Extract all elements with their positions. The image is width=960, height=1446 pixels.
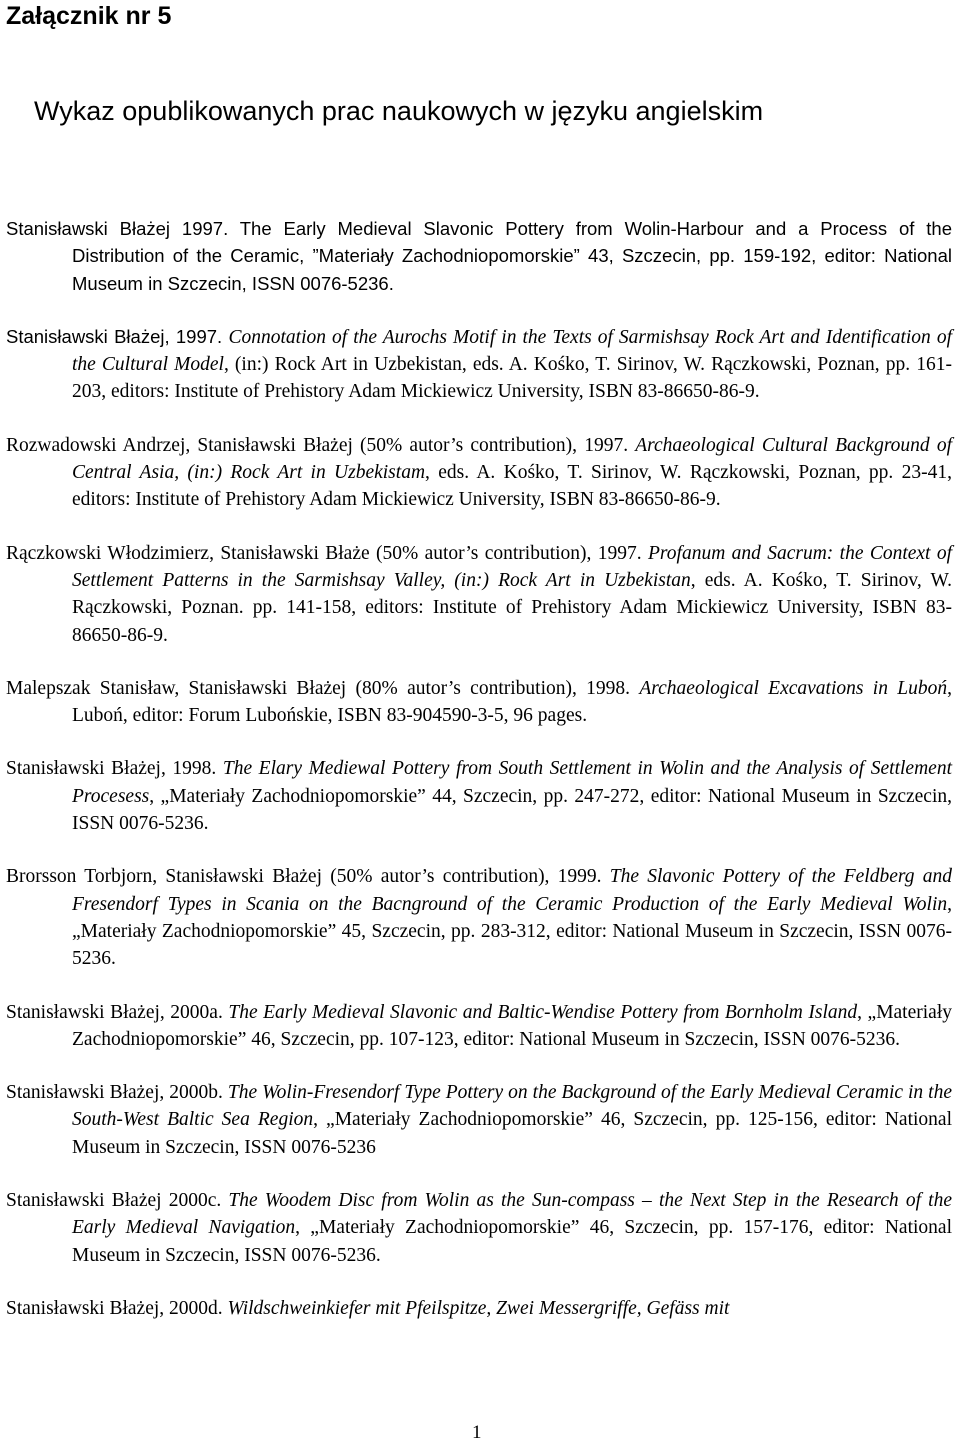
entry-author: Rączkowski Włodzimierz, Stanisławski Błaże (50% autor’s contribution), 1997. [6, 542, 648, 564]
page-number: 1 [472, 1422, 482, 1443]
entry-details: , Luboń, editor: Forum Lubońskie, ISBN 83-904590-3-5, 96 pages. [72, 677, 952, 727]
entry-title: The Woodem Disc from Wolin as the Sun-compass – the Next Step in the Research of the Early Medieval Navigation [72, 1190, 952, 1239]
entry-author: Stanisławski Błażej, 1998. [6, 758, 223, 780]
entry-details: , (in:) Rock Art in Uzbekistan, eds. A. Kośko, T. Sirinov, W. Rączkowski, Poznan, pp. 161-203, editors: Institute of Prehistory Adam Mickiewicz University, ISBN 83-86650-86-9. [72, 354, 952, 403]
entry-title: Archaeological Cultural Background of Central Asia, (in:) Rock Art in Uzbekistam [72, 434, 952, 484]
entry-title: Wildschweinkiefer mit Pfeilspitze, Zwei Messergriffe, Gefäss mit [227, 1297, 730, 1319]
publication-entry [6, 323, 952, 406]
entry-title: The Slavonic Pottery of the Feldberg and Fresendorf Types in Scania on the Bacnground of the Ceramic Production of the Early Medieval Wolin [72, 866, 952, 915]
publication-list [6, 215, 952, 1348]
entry-author: Stanisławski Błażej, 2000a. [6, 1001, 229, 1023]
entry-author: Malepszak Stanisław, Stanisławski Błażej (80% autor’s contribution), 1998. [6, 677, 640, 699]
entry-details: , „Materiały Zachodniopomorskie” 44, Szczecin, pp. 247-272, editor: National Museum in Szczecin, ISSN 0076-5236. [72, 785, 952, 835]
entry-author: Rozwadowski Andrzej, Stanisławski Błażej (50% autor’s contribution), 1997. [6, 434, 636, 456]
publication-entry [6, 1295, 952, 1322]
entry-details: , eds. A. Kośko, T. Sirinov, W. Rączkowski, Poznan, pp. 23-41, editors: Institute of Prehistory Adam Mickiewicz University, ISBN 83-86650-86-9. [72, 462, 952, 511]
publication-entry [6, 755, 952, 837]
entry-title: Archaeological Excavations in Luboń [639, 677, 948, 699]
entry-title: Connotation of the Aurochs Motif in the Texts of Sarmishsay Rock Art and Identification of the Cultural Model [72, 326, 952, 376]
entry-details: , „Materiały Zachodniopomorskie” 45, Szczecin, pp. 283-312, editor: National Museum in Szczecin, ISSN 0076-5236. [72, 893, 952, 970]
entry-title: Profanum and Sacrum: the Context of Settlement Patterns in the Sarmishsay Valley, (in:) Rock Art in Uzbekistan [72, 542, 952, 591]
entry-author: Brorsson Torbjorn, Stanisławski Błażej (50% autor’s contribution), 1999. [6, 866, 610, 888]
entry-author: Stanisławski Błażej, 2000d. [6, 1297, 228, 1319]
publication-entry [6, 540, 952, 649]
list-heading: Wykaz opublikowanych prac naukowych w języku angielskim [34, 96, 764, 126]
publication-entry [6, 999, 952, 1054]
publication-entry [6, 432, 952, 514]
publication-entry [6, 675, 952, 730]
entry-author: Stanisławski Błażej 2000c. [6, 1190, 229, 1212]
annex-title: Załącznik nr 5 [6, 2, 172, 30]
entry-title: The Early Medieval Slavonic and Baltic-Wendise Pottery from Bornholm Island [228, 1001, 858, 1023]
publication-entry [6, 215, 952, 297]
publication-entry [6, 863, 952, 972]
publication-entry [6, 1079, 952, 1161]
entry-title: The Elary Mediewal Pottery from South Settlement in Wolin and the Analysis of Settlement Procesess [72, 758, 952, 807]
entry-title: The Wolin-Fresendorf Type Pottery on the Background of the Early Medieval Ceramic in the South-West Baltic Sea Region [72, 1082, 952, 1131]
entry-details: , „Materiały Zachodniopomorskie” 46, Szczecin, pp. 157-176, editor: National Museum in Szczecin, ISSN 0076-5236. [72, 1217, 952, 1266]
entry-author: Stanisławski Błażej, 2000b. [6, 1082, 228, 1104]
entry-text: Stanisławski Błażej 1997. The Early Medieval Slavonic Pottery from Wolin-Harbour and a Process of the Distribution of the Ceramic, ”Materiały Zachodniopomorskie” 43, Szczecin, pp. 159-192, editor: National Museum in Szczecin, ISSN 0076-5236. [6, 218, 952, 294]
entry-details: , eds. A. Kośko, T. Sirinov, W. Rączkowski, Poznan. pp. 141-158, editors: Institute of Prehistory Adam Mickiewicz University, ISBN 83-86650-86-9. [72, 569, 952, 646]
entry-details: , „Materiały Zachodniopomorskie” 46, Szczecin, pp. 107-123, editor: National Museum in Szczecin, ISSN 0076-5236. [72, 1001, 952, 1050]
entry-details: , „Materiały Zachodniopomorskie” 46, Szczecin, pp. 125-156, editor: National Museum in Szczecin, ISSN 0076-5236 [72, 1109, 952, 1158]
publication-entry [6, 1187, 952, 1269]
entry-author: Stanisławski Błażej, 1997. [6, 325, 229, 347]
